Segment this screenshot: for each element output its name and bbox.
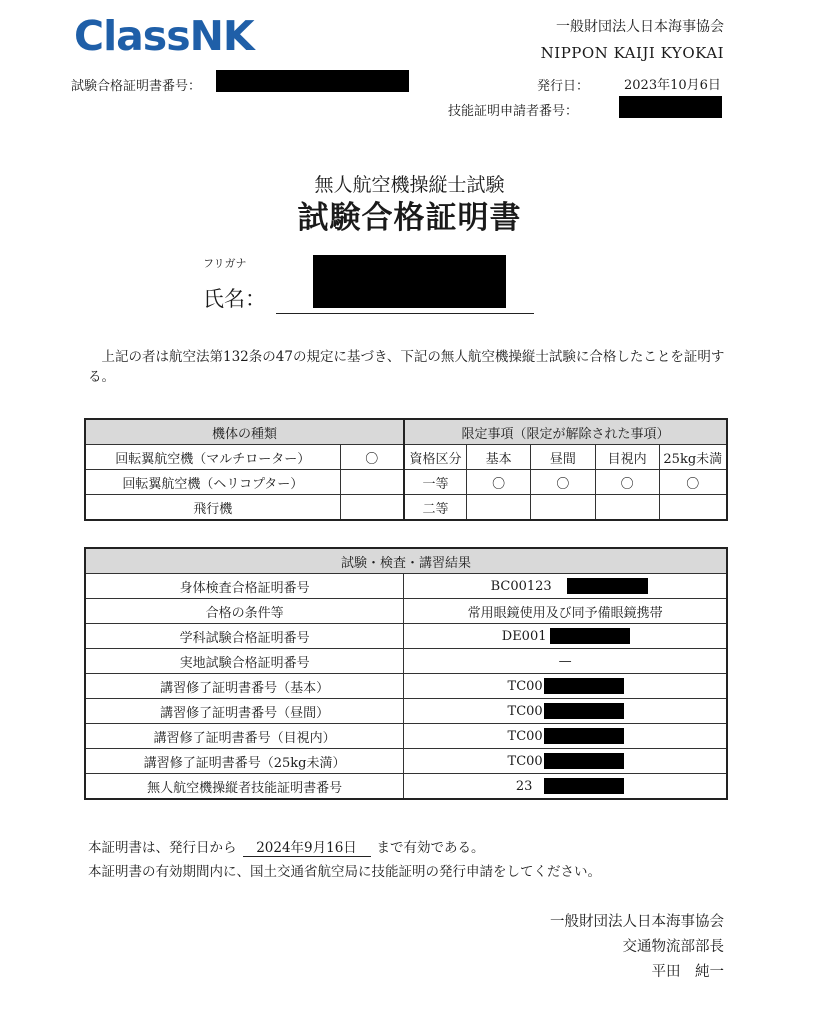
weight-cell: 〇 <box>659 470 727 495</box>
document-title: 試験合格証明書 <box>297 200 522 236</box>
header-aircraft-type: 機体の種類 <box>85 419 404 445</box>
result-value-text: 23 <box>515 778 533 794</box>
aircraft-type-cell: 回転翼航空機（マルチローター） <box>85 445 340 470</box>
result-value <box>404 774 727 800</box>
result-label: 講習修了証明書番号（25kg未満） <box>85 749 404 774</box>
result-value <box>404 749 727 774</box>
aircraft-mark-cell <box>340 470 404 495</box>
signature-name: 平田 純一 <box>651 964 724 980</box>
name-underline <box>276 313 534 314</box>
document-subtitle: 無人航空機操縦士試験 <box>314 174 505 196</box>
col-class-header: 資格区分 <box>404 445 467 470</box>
result-value-text: DE001 <box>501 628 547 644</box>
aircraft-limitations-table <box>84 418 728 521</box>
redaction-bar <box>544 678 624 694</box>
aircraft-mark-cell: 〇 <box>340 445 404 470</box>
validity-line <box>88 836 485 857</box>
applicant-number-label: 技能証明申請者番号： <box>448 104 579 119</box>
statement-paragraph: 上記の者は航空法第132条の47の規定に基づき、下記の無人航空機操縦士試験に合格したことを証明する。 <box>88 349 725 385</box>
result-value-text: TC00 <box>507 703 543 719</box>
redaction-bar <box>567 578 648 594</box>
result-value <box>404 674 727 699</box>
day-cell: 〇 <box>530 470 595 495</box>
redaction-bar <box>550 628 630 644</box>
result-value: — <box>404 649 727 674</box>
redacted-name <box>313 255 506 308</box>
result-value <box>404 624 727 649</box>
validity-date: 2024年9月16日 <box>243 836 371 857</box>
result-value-text: TC00 <box>507 728 543 744</box>
furigana-label: フリガナ <box>203 257 247 270</box>
validity-prefix: 本証明書は、発行日から <box>88 840 237 856</box>
validity-suffix: まで有効である。 <box>376 840 485 856</box>
aircraft-type-cell: 回転翼航空機（ヘリコプター） <box>85 470 340 495</box>
result-label: 無人航空機操縦者技能証明書番号 <box>85 774 404 800</box>
result-value <box>404 574 727 599</box>
aircraft-type-cell: 飛行機 <box>85 495 340 521</box>
result-value-text: TC00 <box>507 678 543 694</box>
redaction-bar <box>544 703 624 719</box>
classnk-logo: ClassNK <box>74 12 254 60</box>
redacted-applicant-number <box>619 96 722 118</box>
redacted-cert-number <box>216 70 409 92</box>
header-limitations: 限定事項（限定が解除された事項） <box>404 419 727 445</box>
redaction-bar <box>544 753 624 769</box>
basic-cell <box>467 495 531 521</box>
result-label: 学科試験合格証明番号 <box>85 624 404 649</box>
cert-number-label: 試験合格証明書番号： <box>71 79 202 94</box>
redaction-bar <box>544 728 624 744</box>
redaction-bar <box>544 778 624 794</box>
result-label: 身体検査合格証明番号 <box>85 574 404 599</box>
result-label: 合格の条件等 <box>85 599 404 624</box>
visual-cell: 〇 <box>595 470 659 495</box>
result-value <box>404 724 727 749</box>
org-name-en: NIPPON KAIJI KYOKAI <box>540 44 724 62</box>
class-cell: 二等 <box>404 495 467 521</box>
result-label: 講習修了証明書番号（目視内） <box>85 724 404 749</box>
class-cell: 一等 <box>404 470 467 495</box>
weight-cell <box>659 495 727 521</box>
col-basic-header: 基本 <box>467 445 531 470</box>
org-name-ja: 一般財団法人日本海事協会 <box>556 19 724 35</box>
name-label: 氏名： <box>203 287 266 311</box>
col-day-header: 昼間 <box>530 445 595 470</box>
signature-title: 交通物流部部長 <box>622 939 724 955</box>
result-label: 講習修了証明書番号（基本） <box>85 674 404 699</box>
results-table <box>84 547 728 800</box>
result-value: 常用眼鏡使用及び同予備眼鏡携帯 <box>404 599 727 624</box>
basic-cell: 〇 <box>467 470 531 495</box>
issue-date-label: 発行日： <box>537 79 590 94</box>
issue-date: 2023年10月6日 <box>624 78 721 93</box>
visual-cell <box>595 495 659 521</box>
application-notice: 本証明書の有効期間内に、国土交通省航空局に技能証明の発行申請をしてください。 <box>88 864 601 880</box>
results-header: 試験・検査・講習結果 <box>85 548 727 574</box>
result-label: 実地試験合格証明番号 <box>85 649 404 674</box>
result-value-text: TC00 <box>507 753 543 769</box>
col-weight-header: 25kg未満 <box>659 445 727 470</box>
signature-org: 一般財団法人日本海事協会 <box>550 914 724 930</box>
result-value-text: BC00123 <box>490 578 552 594</box>
col-visual-header: 目視内 <box>595 445 659 470</box>
result-value <box>404 699 727 724</box>
aircraft-mark-cell <box>340 495 404 521</box>
day-cell <box>530 495 595 521</box>
result-label: 講習修了証明書番号（昼間） <box>85 699 404 724</box>
